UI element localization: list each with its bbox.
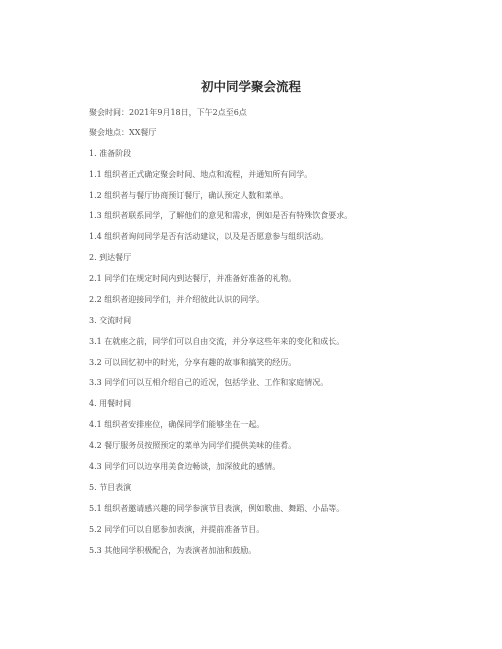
section-heading: 2. 到达餐厅 <box>89 253 132 262</box>
section-item: 5.3 其他同学积极配合，为表演者加油和鼓励。 <box>89 546 257 555</box>
section-item: 2.2 组织者迎接同学们，并介绍彼此认识的同学。 <box>89 295 265 304</box>
section-item: 4.2 餐厅服务员按照预定的菜单为同学们提供美味的佳肴。 <box>89 441 297 450</box>
section-item: 5.1 组织者邀请感兴趣的同学参演节目表演，例如歌曲、舞蹈、小品等。 <box>89 504 345 513</box>
section-item: 1.2 组织者与餐厅协商预订餐厅，确认预定人数和菜单。 <box>89 191 289 200</box>
section-item: 3.2 可以回忆初中的时光，分享有趣的故事和搞笑的经历。 <box>89 358 297 367</box>
section-item: 4.1 组织者安排座位，确保同学们能够坐在一起。 <box>89 420 265 429</box>
document-title: 初中同学聚会流程 <box>200 79 301 94</box>
section-item: 3.1 在就座之前，同学们可以自由交流，并分享这些年来的变化和成长。 <box>89 337 345 346</box>
section-item: 5.2 同学们可以自愿参加表演，并提前准备节目。 <box>89 525 265 534</box>
section-heading: 5. 节目表演 <box>89 483 132 492</box>
section-item: 1.4 组织者询问同学是否有活动建议，以及是否愿意参与组织活动。 <box>89 232 329 241</box>
section-heading: 4. 用餐时间 <box>89 399 132 408</box>
section-item: 1.3 组织者联系同学，了解他们的意见和需求，例如是否有特殊饮食要求。 <box>89 211 353 220</box>
section-heading: 3. 交流时间 <box>89 316 132 325</box>
meeting-time-line: 聚会时间：2021年9月18日，下午2点至6点 <box>89 108 247 117</box>
section-item: 3.3 同学们可以互相介绍自己的近况，包括学业、工作和家庭情况。 <box>89 378 329 387</box>
section-item: 2.1 同学们在规定时间内到达餐厅，并准备好准备的礼物。 <box>89 274 297 283</box>
section-item: 4.3 同学们可以边享用美食边畅谈，加深彼此的感情。 <box>89 462 281 471</box>
section-heading: 1. 准备阶段 <box>89 149 132 158</box>
section-item: 1.1 组织者正式确定聚会时间、地点和流程，并通知所有同学。 <box>89 170 313 179</box>
meeting-location-line: 聚会地点：XX餐厅 <box>89 128 157 137</box>
